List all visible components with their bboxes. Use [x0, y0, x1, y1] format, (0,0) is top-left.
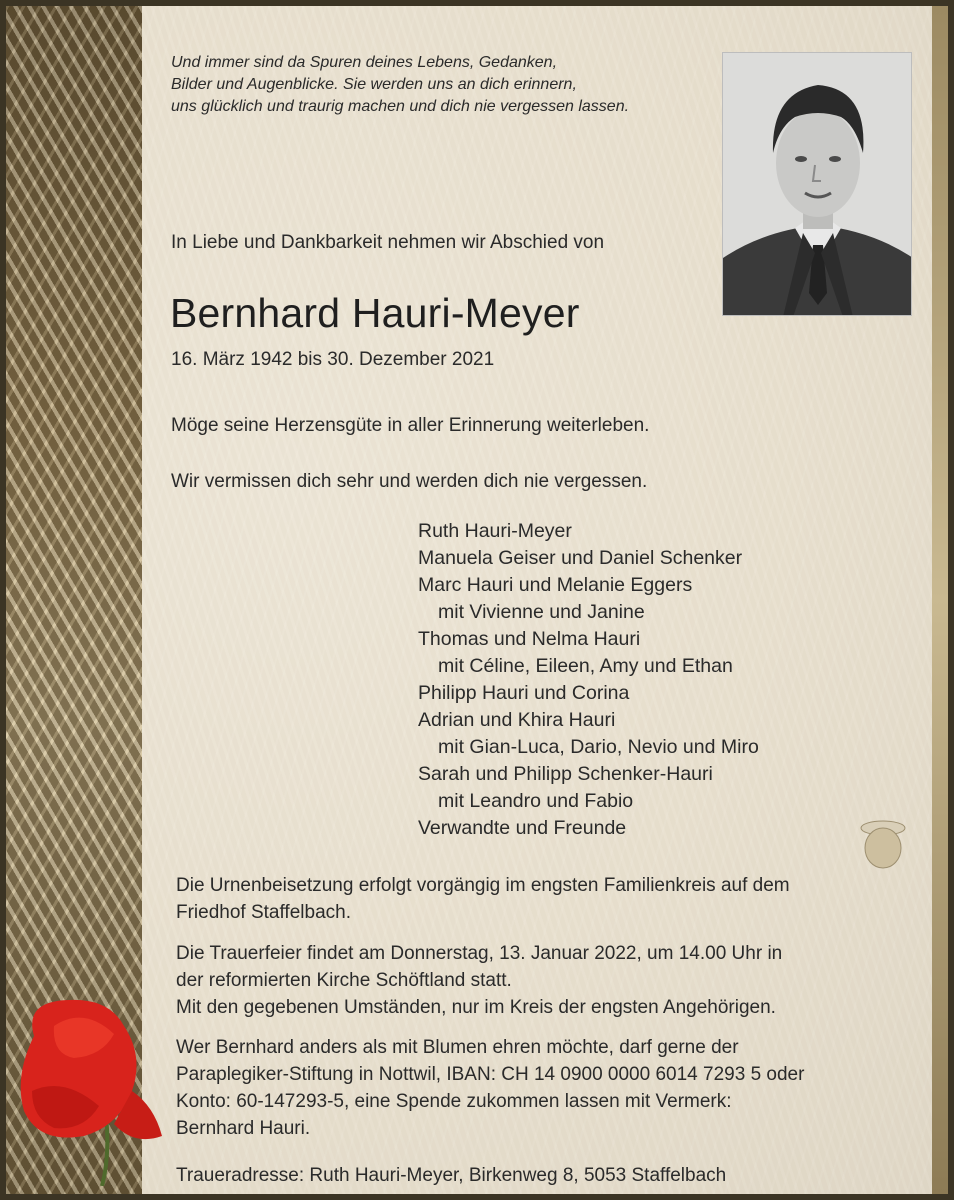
mourner-entry: Adrian und Khira Hauri: [418, 709, 616, 731]
mourner-entry: Thomas und Nelma Hauri: [418, 628, 641, 650]
mourner-entry: Verwandte und Freunde: [418, 817, 627, 839]
intro-text: In Liebe und Dankbarkeit nehmen wir Abschied von: [171, 232, 605, 253]
quote-line: Und immer sind da Spuren deines Lebens, Gedanken,: [171, 54, 558, 71]
donation-line: Wer Bernhard anders als mit Blumen ehren möchte, darf gerne der: [176, 1037, 739, 1058]
donation-line: Bernhard Hauri.: [176, 1118, 311, 1139]
life-dates: 16. März 1942 bis 30. Dezember 2021: [171, 349, 495, 370]
poppy-flower-icon: [14, 996, 164, 1186]
service-line: Mit den gegebenen Umständen, nur im Kreis der engsten Angehörigen.: [176, 997, 776, 1018]
burial-line: Friedhof Staffelbach.: [176, 902, 351, 923]
donation-notice: [176, 1034, 804, 1142]
mourners-list: [418, 518, 759, 842]
mourner-entry: Ruth Hauri-Meyer: [418, 520, 572, 542]
mourner-entry: Philipp Hauri und Corina: [418, 682, 630, 704]
burial-notice: [176, 872, 790, 926]
service-notice: [176, 940, 782, 1021]
deceased-name: Bernhard Hauri-Meyer: [170, 290, 580, 336]
poppy-seedpod-icon: [858, 814, 908, 874]
memorial-quote: [171, 52, 731, 118]
donation-line: Konto: 60-147293-5, eine Spende zukommen lassen mit Vermerk:: [176, 1091, 732, 1112]
service-line: Die Trauerfeier findet am Donnerstag, 13. Januar 2022, um 14.00 Uhr in: [176, 943, 783, 964]
mourner-entry: mit Leandro und Fabio: [438, 790, 634, 812]
mourner-entry: mit Céline, Eileen, Amy und Ethan: [438, 655, 733, 677]
memorial-message: Wir vermissen dich sehr und werden dich nie vergessen.: [171, 471, 648, 492]
portrait-photo: [722, 52, 912, 316]
mourner-entry: Marc Hauri und Melanie Eggers: [418, 574, 693, 596]
mourner-entry: Sarah und Philipp Schenker-Hauri: [418, 763, 713, 785]
service-line: der reformierten Kirche Schöftland statt.: [176, 970, 512, 991]
mourner-entry: mit Vivienne und Janine: [438, 601, 645, 623]
burial-line: Die Urnenbeisetzung erfolgt vorgängig im engsten Familienkreis auf dem: [176, 875, 790, 896]
quote-line: Bilder und Augenblicke. Sie werden uns an dich erinnern,: [171, 76, 577, 93]
memorial-message: Möge seine Herzensgüte in aller Erinnerung weiterleben.: [171, 415, 650, 436]
wheat-field-edge: [932, 6, 948, 1194]
person-portrait-icon: [723, 53, 912, 316]
quote-line: uns glücklich und traurig machen und dich nie vergessen lassen.: [171, 98, 630, 115]
donation-line: Paraplegiker-Stiftung in Nottwil, IBAN: CH 14 0900 0000 6014 7293 5 oder: [176, 1064, 805, 1085]
mourning-address: Traueradresse: Ruth Hauri-Meyer, Birkenweg 8, 5053 Staffelbach: [176, 1165, 727, 1186]
mourner-entry: mit Gian-Luca, Dario, Nevio und Miro: [438, 736, 759, 758]
mourner-entry: Manuela Geiser und Daniel Schenker: [418, 547, 743, 569]
